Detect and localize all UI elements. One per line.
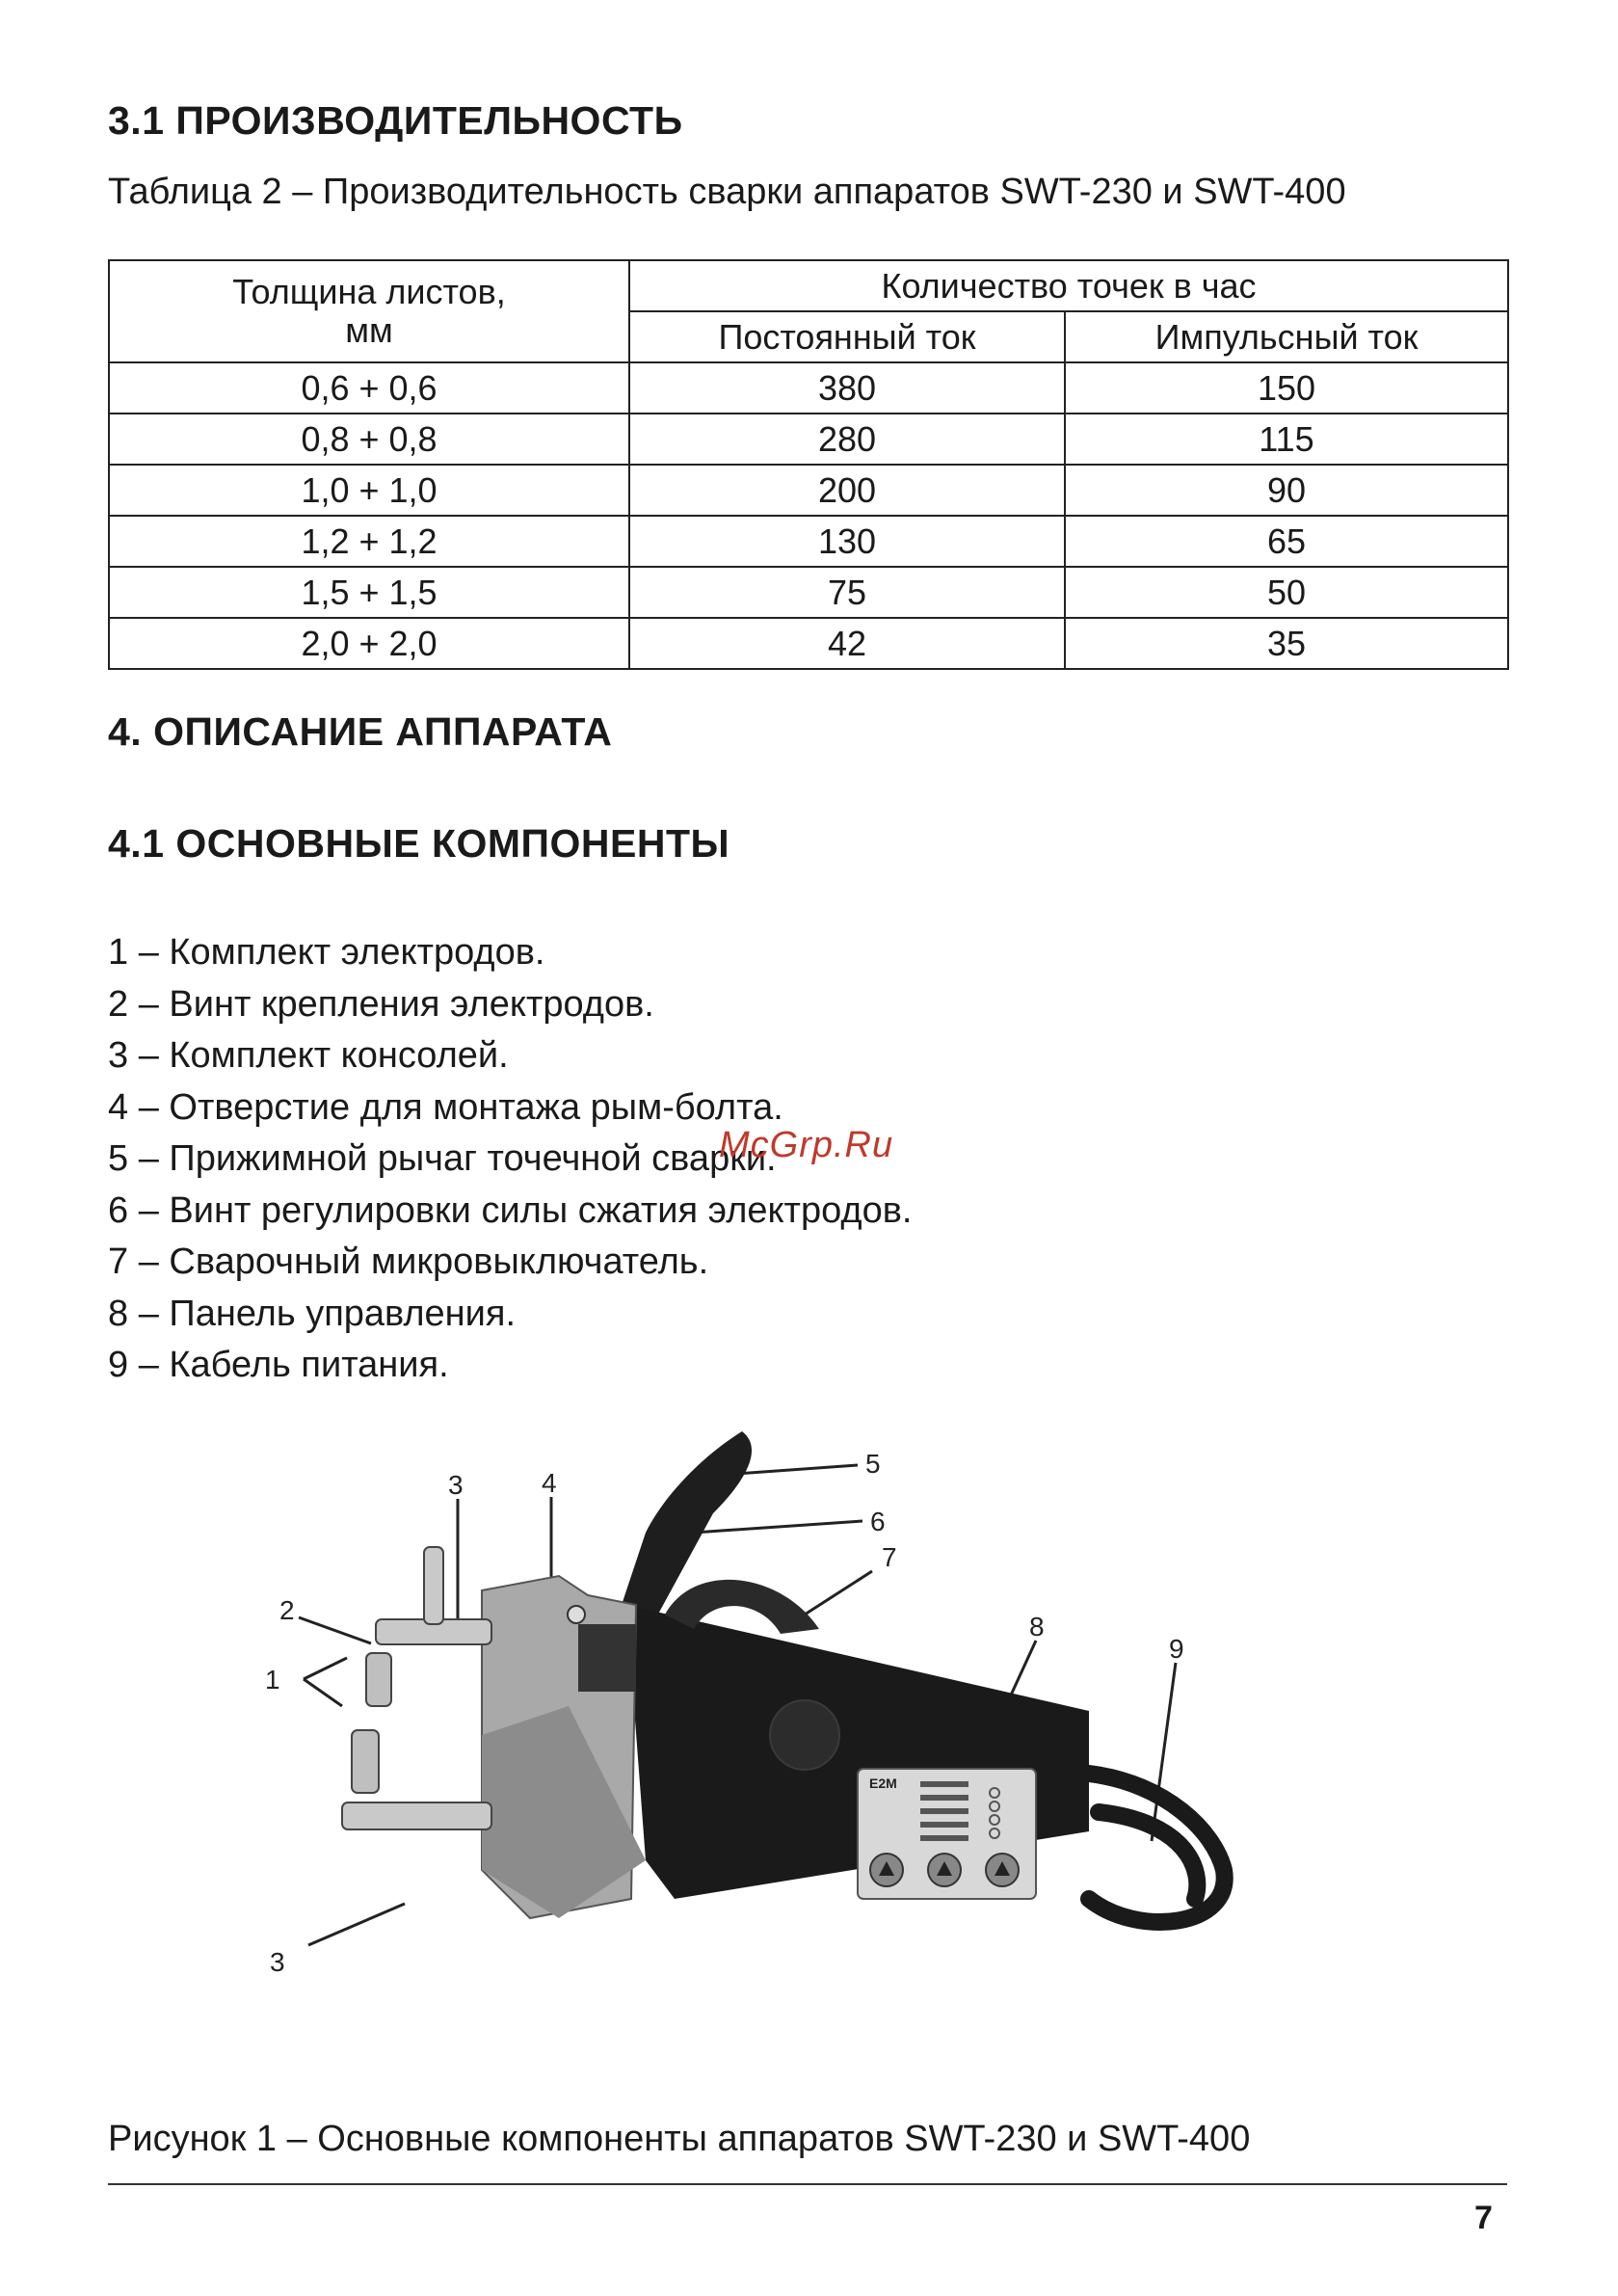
callout-3-bottom: 3	[270, 1947, 285, 1977]
page-number: 7	[1474, 2200, 1493, 2236]
list-item: 3 – Комплект консолей.	[108, 1035, 509, 1076]
watermark: McGrp.Ru	[719, 1125, 894, 1165]
cell-thickness: 1,0 + 1,0	[109, 465, 629, 516]
header-thickness	[109, 260, 629, 362]
cell-thickness: 2,0 + 2,0	[109, 618, 629, 669]
callout-8: 8	[1029, 1612, 1045, 1642]
cell-pulse: 90	[1065, 465, 1508, 516]
header-direct-current: Постоянный ток	[629, 311, 1065, 362]
performance-table	[108, 259, 1509, 670]
cell-dc: 130	[629, 516, 1065, 567]
callout-2: 2	[279, 1595, 295, 1625]
cell-pulse: 35	[1065, 618, 1508, 669]
cell-thickness: 0,8 + 0,8	[109, 414, 629, 465]
cell-pulse: 50	[1065, 567, 1508, 618]
cell-thickness: 1,5 + 1,5	[109, 567, 629, 618]
callout-4: 4	[542, 1468, 557, 1498]
table-row	[109, 414, 1508, 465]
list-item: 8 – Панель управления.	[108, 1293, 517, 1334]
list-item: 1 – Комплект электродов.	[108, 932, 545, 973]
callout-5: 5	[865, 1449, 881, 1479]
table-row	[109, 362, 1508, 414]
callout-7: 7	[882, 1542, 897, 1572]
cell-thickness: 0,6 + 0,6	[109, 362, 629, 414]
header-points-per-hour: Количество точек в час	[629, 260, 1508, 311]
cell-dc: 380	[629, 362, 1065, 414]
cell-dc: 280	[629, 414, 1065, 465]
cell-thickness: 1,2 + 1,2	[109, 516, 629, 567]
table-caption: Таблица 2 – Производительность сварки аппаратов SWT-230 и SWT-400	[108, 172, 1346, 212]
header-thickness-label: Толщина листов, мм	[232, 272, 506, 350]
cell-pulse: 150	[1065, 362, 1508, 414]
list-item: 6 – Винт регулировки силы сжатия электродов.	[108, 1189, 913, 1231]
list-item: 5 – Прижимной рычаг точечной сварки.	[108, 1138, 777, 1179]
panel-brand: E2M	[869, 1775, 897, 1791]
cell-dc: 42	[629, 618, 1065, 669]
callout-3-top: 3	[448, 1470, 464, 1500]
table-row	[109, 516, 1508, 567]
table-row	[109, 618, 1508, 669]
list-item: 4 – Отверстие для монтажа рым-болта.	[108, 1086, 783, 1128]
section-heading-3-1: 3.1 ПРОИЗВОДИТЕЛЬНОСТЬ	[108, 98, 683, 143]
cell-pulse: 65	[1065, 516, 1508, 567]
list-item: 9 – Кабель питания.	[108, 1345, 449, 1385]
section-heading-4: 4. ОПИСАНИЕ АППАРАТА	[108, 709, 613, 754]
cell-dc: 200	[629, 465, 1065, 516]
callout-1: 1	[265, 1665, 280, 1695]
footer-divider	[108, 2183, 1507, 2185]
section-heading-4-1: 4.1 ОСНОВНЫЕ КОМПОНЕНТЫ	[108, 821, 730, 866]
cell-pulse: 115	[1065, 414, 1508, 465]
table-row	[109, 465, 1508, 516]
cell-dc: 75	[629, 567, 1065, 618]
callout-6: 6	[870, 1507, 886, 1536]
list-item: 2 – Винт крепления электродов.	[108, 983, 654, 1025]
callout-9: 9	[1169, 1634, 1184, 1664]
table-row	[109, 567, 1508, 618]
list-item: 7 – Сварочный микровыключатель.	[108, 1241, 709, 1282]
control-panel	[858, 1769, 1036, 1899]
power-cable	[1089, 1774, 1225, 1922]
figure-caption: Рисунок 1 – Основные компоненты аппаратов SWT-230 и SWT-400	[108, 2119, 1251, 2159]
header-pulse-current: Импульсный ток	[1065, 311, 1508, 362]
spot-welder-figure	[241, 1417, 1330, 2005]
